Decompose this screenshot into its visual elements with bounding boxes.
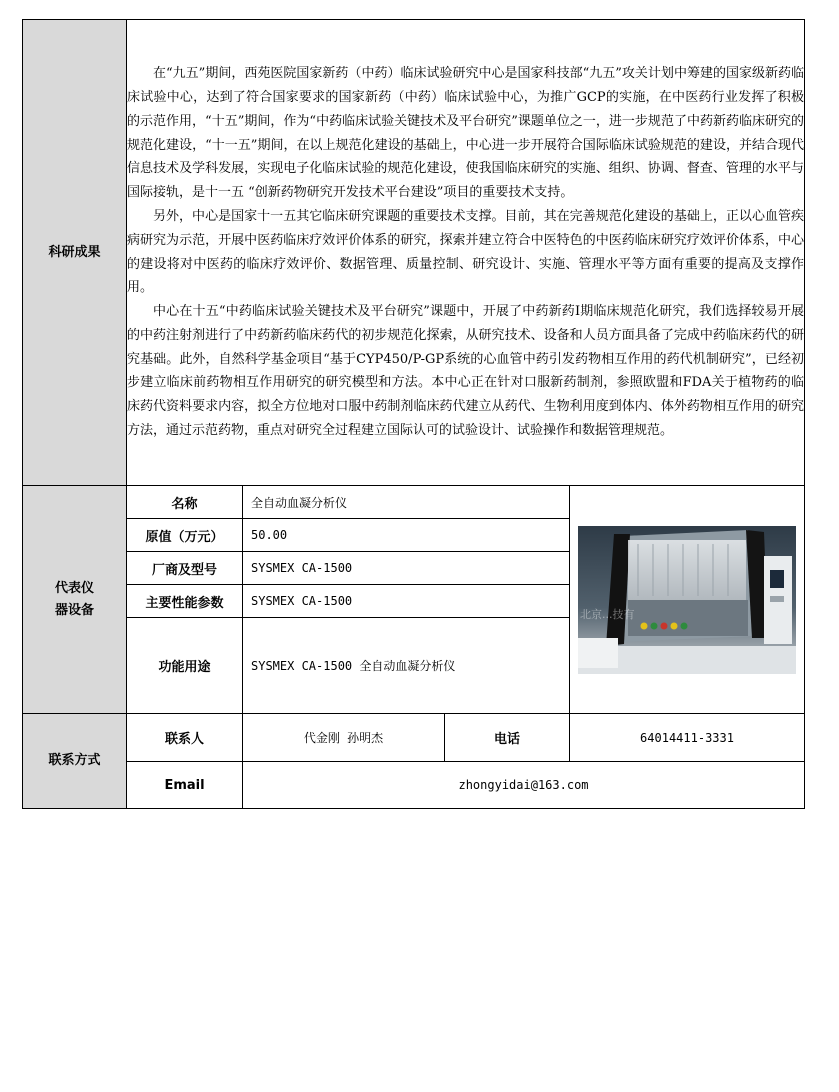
contact-label: 联系方式 bbox=[23, 714, 127, 809]
instrument-price-value: 50.00 bbox=[243, 519, 570, 552]
instrument-name-label: 名称 bbox=[127, 486, 243, 519]
contact-person-value: 代金刚 孙明杰 bbox=[243, 714, 445, 762]
instrument-label-text: 代表仪器设备 bbox=[55, 580, 95, 618]
instrument-row-name bbox=[23, 486, 805, 519]
instrument-params-label: 主要性能参数 bbox=[127, 585, 243, 618]
contact-row-email bbox=[23, 762, 805, 809]
instrument-usage-label: 功能用途 bbox=[127, 618, 243, 714]
contact-row-person bbox=[23, 714, 805, 762]
instrument-photo-cell bbox=[570, 486, 805, 714]
instrument-photo bbox=[578, 526, 796, 674]
contact-person-label: 联系人 bbox=[127, 714, 243, 762]
info-table bbox=[22, 19, 805, 809]
research-label: 科研成果 bbox=[23, 20, 127, 486]
instrument-params-value: SYSMEX CA-1500 bbox=[243, 585, 570, 618]
instrument-model-value: SYSMEX CA-1500 bbox=[243, 552, 570, 585]
instrument-usage-value: SYSMEX CA-1500 全自动血凝分析仪 bbox=[243, 618, 570, 714]
research-paragraph: 另外，中心是国家十一五其它临床研究课题的重要技术支撑。目前，其在完善规范化建设的基础上，正以心血管疾病研究为示范，开展中医药临床疗效评价体系的研究，探索并建立符合中医特色的中医药临床研究疗效评价体系，中心的建设将对中医药的临床疗效评价、数据管理、质量控制、研究设计、实施、管理水平等方面有重要的提高及支撑作用。 bbox=[127, 208, 805, 296]
research-text bbox=[127, 20, 805, 486]
contact-email-value: zhongyidai@163.com bbox=[243, 762, 805, 809]
research-paragraph: 在“九五”期间，西苑医院国家新药（中药）临床试验研究中心是国家科技部“九五”攻关计划中筹建的国家级新药临床试验中心，达到了符合国家要求的国家新药（中药）临床试验中心，为推广GCP的实施，在中医药行业发挥了积极的示范作用，“十五”期间，作为“中药临床试验关键技术及平台研究”课题单位之一，进一步规范了中药新药临床研究的规范化建设，“十一五”期间，在以上规范化建设的基础上，中心进一步开展符合国际临床试验规范的建设，并结合现代信息技术及学科发展，实现电子化临床试验的规范化建设，使我国临床研究的实施、组织、协调、督查、管理的水平与国际接轨，是十一五 “创新药物研究开发技术平台建设”项目的重要技术支持。 bbox=[127, 66, 805, 201]
contact-phone-value: 64014411-3331 bbox=[570, 714, 805, 762]
contact-email-label: Email bbox=[127, 762, 243, 809]
research-row bbox=[23, 20, 805, 486]
instrument-label bbox=[23, 486, 127, 714]
instrument-name-value: 全自动血凝分析仪 bbox=[243, 486, 570, 519]
photo-watermark: 北京...技有 bbox=[580, 607, 635, 621]
instrument-model-label: 厂商及型号 bbox=[127, 552, 243, 585]
instrument-price-label: 原值（万元） bbox=[127, 519, 243, 552]
research-paragraph: 中心在十五“中药临床试验关键技术及平台研究”课题中，开展了中药新药Ⅰ期临床规范化研究，我们选择较易开展的中药注射剂进行了中药新药临床药代的初步规范化探索，从研究技术、设备和人员方面具备了完成中药临床药代的研究基础。此外，自然科学基金项目“基于CYP450/P-GP系统的心血管中药引发药物相互作用的药代机制研究”，已经初步建立临床前药物相互作用研究的研究模型和方法。本中心正在针对口服新药制剂，参照欧盟和FDA关于植物药的临床药代资料要求内容，拟全方位地对口服中药制剂临床药代建立从药代、生物利用度到体内、体外药物相互作用的研究方法，通过示范药物，重点对研究全过程建立国际认可的试验设计、试验操作和数据管理规范。 bbox=[127, 304, 805, 439]
contact-phone-label: 电话 bbox=[445, 714, 570, 762]
